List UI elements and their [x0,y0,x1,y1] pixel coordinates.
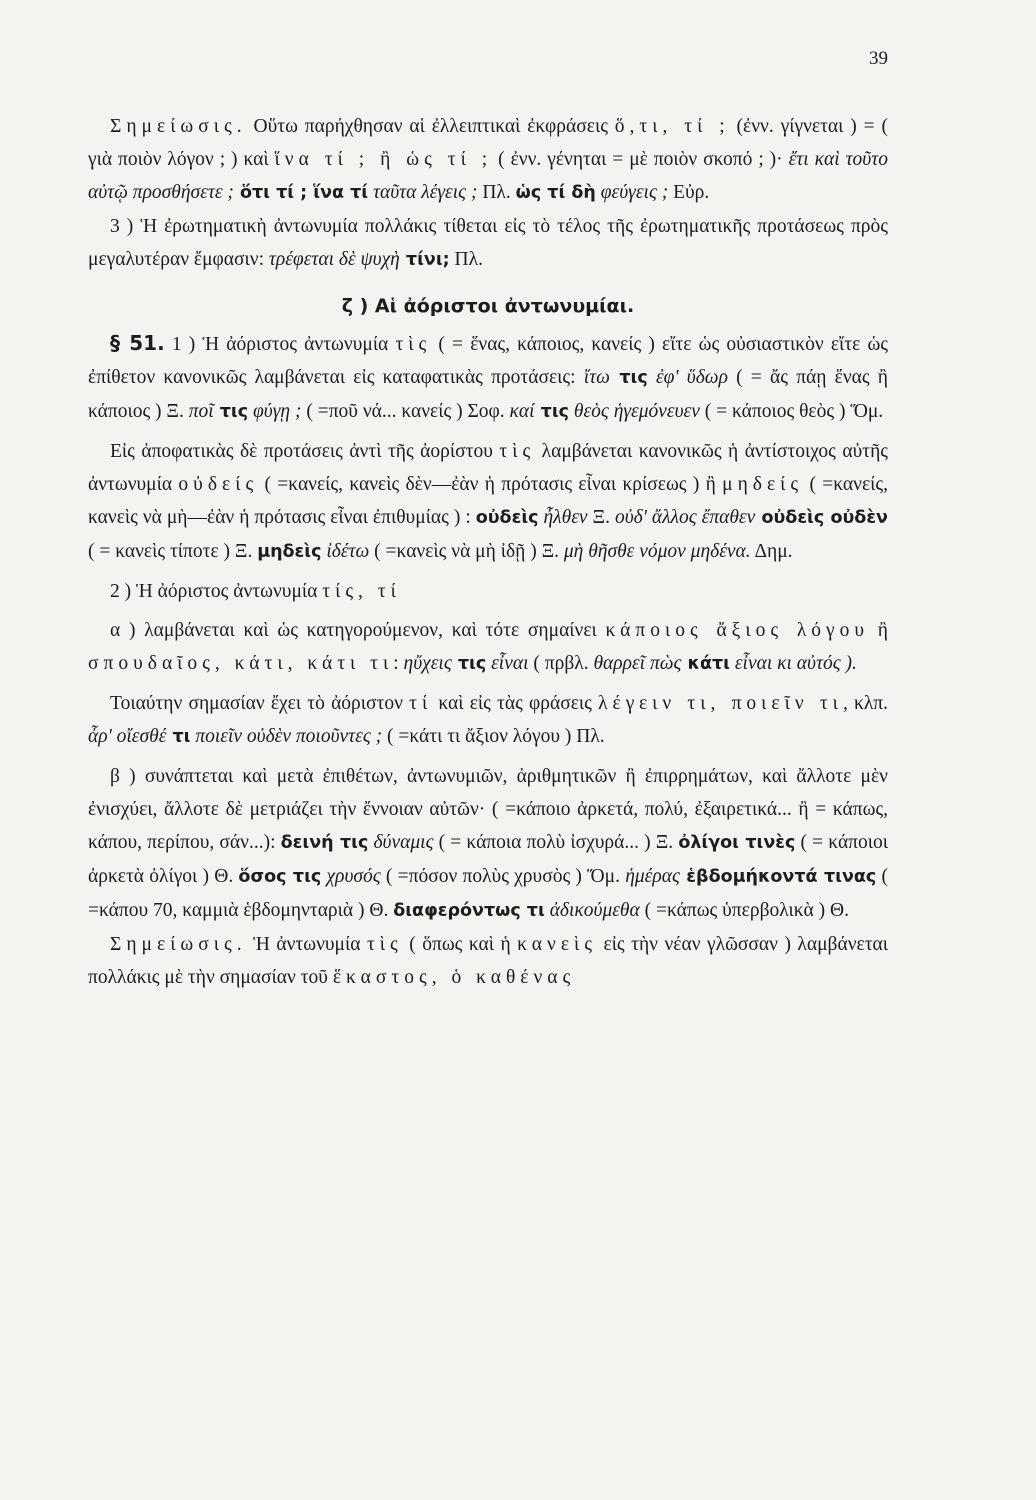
bold-run: τις [213,402,249,422]
bold-run: ὀλίγοι τινὲς [678,833,796,853]
text-run: ( ἐνν. γένηται = μὲ ποιὸν σκοπό ; )· [492,149,789,170]
text-run: β ) συνάπτεται καὶ μετὰ ἐπιθέτων, ἀντωνυμιῶν, ἀριθμητικῶν ἢ ἐπιρρημάτων, καὶ ἄλλοτε μὲν ἐνισχύει, ἄλλοτε δὲ μετριάζει τὴν ἔννοιαν αὐτῶν· ( =κάποιο ἀρκετά, πολύ, ἐξαιρετικά... ἢ = κάπως, κάπου, περίπου, σάν...): [88,766,888,853]
section-sign: § 51. [110,331,165,355]
spaced-run: ἵνα τί ; ἢ ὡς τί ; [274,149,493,170]
text-run: ( =ποῦ νά... κανείς ) Σοφ. [301,401,510,422]
bold-run: τις [451,654,487,674]
section-51-paragraph [88,327,888,429]
italic-run: φύγῃ ; [248,401,302,422]
bold-run: τις [534,402,570,422]
text-run: καὶ εἰς τὰς φράσεις [432,693,599,714]
text-run: ( =κάτι τι ἄξιον λόγου ) Πλ. [382,726,605,747]
text-run: Εὐρ. [668,182,710,203]
bold-run: διαφερόντως τι [393,901,545,921]
italic-run: θεὸς ἡγεμόνευεν [569,401,700,422]
bold-run: δεινή τις [280,833,369,853]
italic-run: εἶναι [486,653,529,674]
italic-run: εἶναι κι αὐτός ). [729,653,857,674]
note-label: Σημείωσις. [110,116,247,137]
note-label: Σημείωσις. [110,934,247,955]
text-run: Πλ. [449,249,483,270]
text-run: α ) λαμβάνεται καὶ ὡς κατηγορούμενον, καὶ τότε σημαίνει [110,620,606,641]
text-run: Ξ. [587,507,615,528]
text-run: ( =κανείς, κανεὶς νὰ μὴ—ἐὰν ἡ πρότασις εἶναι ἐπιθυμίας ) : [88,474,889,528]
text-run: ( = κανεὶς τίποτε ) Ξ. [88,541,258,562]
bold-run: ὅτι τί ; ἵνα τί [233,183,369,203]
italic-run: ποῖ [188,401,214,422]
italic-run: χρυσός [321,866,381,887]
spaced-run: τίς, τί [322,581,401,602]
italic-run: ἴτω [583,367,610,388]
text-run: ( = ἕνας, κάποιος, κανείς ) εἴτε ὡς οὐσιαστικὸν εἴτε ὡς ἐπίθετον κανονικῶς λαμβάνεται εἰς καταφατικὰς προτάσεις: [88,334,889,388]
spaced-run: τὶς [395,334,432,355]
alpha-paragraph [88,614,888,681]
text-run: Εἰς ἀποφατικὰς δὲ προτάσεις ἀντὶ τῆς ἀορίστου [110,441,500,462]
note-paragraph-1 [88,110,888,210]
bold-run: ἑβδομήκοντά τινας [679,867,877,887]
italic-run: ταῦτα λέγεις ; [368,182,478,203]
bold-run: κάτι [681,654,730,674]
italic-run: ἡμέρας [625,866,680,887]
spaced-run: τὶς [366,934,403,955]
italic-run: ἔτι καὶ τοῦτο αὐτῷ προσθήσετε ; [88,149,888,203]
text-run: Δημ. [750,541,793,562]
text-run: ( =κανείς, κανεὶς δὲν—ἐὰν ἡ πρότασις εἶναι κρίσεως ) ἢ [258,474,723,495]
italic-run: ηὔχεις [403,653,452,674]
text-run: εἰς τὴν νέαν γλῶσσαν ) λαμβάνεται πολλάκις μὲ τὴν σημασίαν τοῦ [88,934,888,988]
spaced-run: οὐδείς [178,474,259,495]
italic-run: οὐδ' ἄλλος ἔπαθεν [614,507,756,528]
spaced-run: κανεὶς [517,934,598,955]
bold-run: τίνι; [399,250,450,270]
bold-run: μηδεὶς [257,542,322,562]
point-2-paragraph [88,575,888,608]
text-run: ( =κάπου 70, καμμιὰ ἑβδομηνταριὰ ) Θ. [88,866,888,921]
text-run: ( =κάπως ὑπερβολικὰ ) Θ. [639,900,849,921]
spaced-run: λέγειν τι, ποιεῖν τι [598,693,843,714]
bold-run: ὡς τί δὴ [515,183,596,203]
bold-run: τι [166,727,191,747]
text-run: ( ὅπως καὶ ἡ [402,934,518,955]
italic-run: θαρρεῖ πὼς [593,653,682,674]
text-run: (ἐνν. γίγνεται ) = ( γιὰ ποιὸν λόγον ; ) καὶ [88,116,888,170]
text-run: ἢ [869,620,888,641]
meaning-paragraph [88,687,888,754]
page-number: 39 [869,48,888,69]
italic-run: φεύγεις ; [595,182,669,203]
note-paragraph-2 [88,928,888,994]
spaced-run: μηδείς [722,474,804,495]
text-run: Ἡ ἀντωνυμία [246,934,367,955]
text-run: Οὕτω παρήχθησαν αἱ ἐλλειπτικαὶ ἐκφράσεις [246,116,615,137]
text-run: Πλ. [477,182,516,203]
italic-run: ἐφ' ὕδωρ [647,367,728,388]
text-run: 2 ) Ἡ ἀόριστος ἀντωνυμία [110,581,323,602]
bold-run: οὐδεὶς οὐδὲν [755,508,888,528]
italic-run: ἆρ' οἴεσθέ [88,726,167,747]
text-run: 3 ) Ἡ ἐρωτηματικὴ ἀντωνυμία πολλάκις τίθεται εἰς τὸ τέλος τῆς ἐρωτηματικῆς προτάσεως πρὸς μεγαλυτέραν ἔμφασιν: [88,216,888,270]
italic-run: ἀδικούμεθα [544,900,640,921]
text-run: ( = κάποια πολὺ ἰσχυρά... ) Ξ. [433,832,679,853]
text-run: ( = ἄς πάῃ ἕνας ἢ κάποιος ) Ξ. [88,367,888,422]
spaced-run: ἕκαστος, ὁ καθένας [332,967,576,988]
italic-run: μὴ θῆσθε νόμον μηδένα. [563,541,751,562]
spaced-run: τὶς [499,441,536,462]
bold-run: τις [609,368,648,388]
italic-run: ἰδέτω [321,541,370,562]
text-run: ( =πόσον πολὺς χρυσὸς ) Ὅμ. [380,866,626,887]
text-run: : [393,653,404,674]
beta-paragraph [88,760,888,928]
text-run: ( =κανεὶς νὰ μὴ ἰδῇ ) Ξ. [369,541,564,562]
italic-run: ποιεῖν οὐδὲν ποιοῦντες ; [190,726,383,747]
spaced-run: κάποιος ἄξιος λόγου [605,620,870,641]
text-run: ( = κάποιοι ἀρκετὰ ὀλίγοι ) Θ. [88,832,888,887]
italic-run: ἦλθεν [538,507,588,528]
text-run: λαμβάνεται κανονικῶς ἡ ἀντίστοιχος αὐτῆς ἀντωνυμία [88,441,888,495]
point-3-paragraph [88,210,888,277]
spaced-run: ὅ,τι, τί ; [614,116,730,137]
text-run: ( πρβλ. [528,653,594,674]
section-heading: ζ ) Αἱ ἀόριστοι ἀντωνυμίαι. [341,295,635,317]
spaced-run: τί [409,693,433,714]
page-body [88,110,888,994]
italic-run: καί [509,401,535,422]
bold-run: ὅσος τις [238,867,322,887]
text-run: Τοιαύτην σημασίαν ἔχει τὸ ἀόριστον [110,693,410,714]
text-run: ( = κάποιος θεὸς ) Ὅμ. [699,401,884,422]
spaced-run: σπουδαῖος, κάτι, κάτι τι [88,653,394,674]
negative-paragraph [88,435,888,569]
italic-run: δύναμις [368,832,434,853]
bold-run: οὐδεὶς [475,508,539,528]
text-run: , κλπ. [842,693,888,714]
italic-run: τρέφεται δὲ ψυχὴ [268,249,400,270]
text-run: 1 ) Ἡ ἀόριστος ἀντωνυμία [164,334,396,355]
